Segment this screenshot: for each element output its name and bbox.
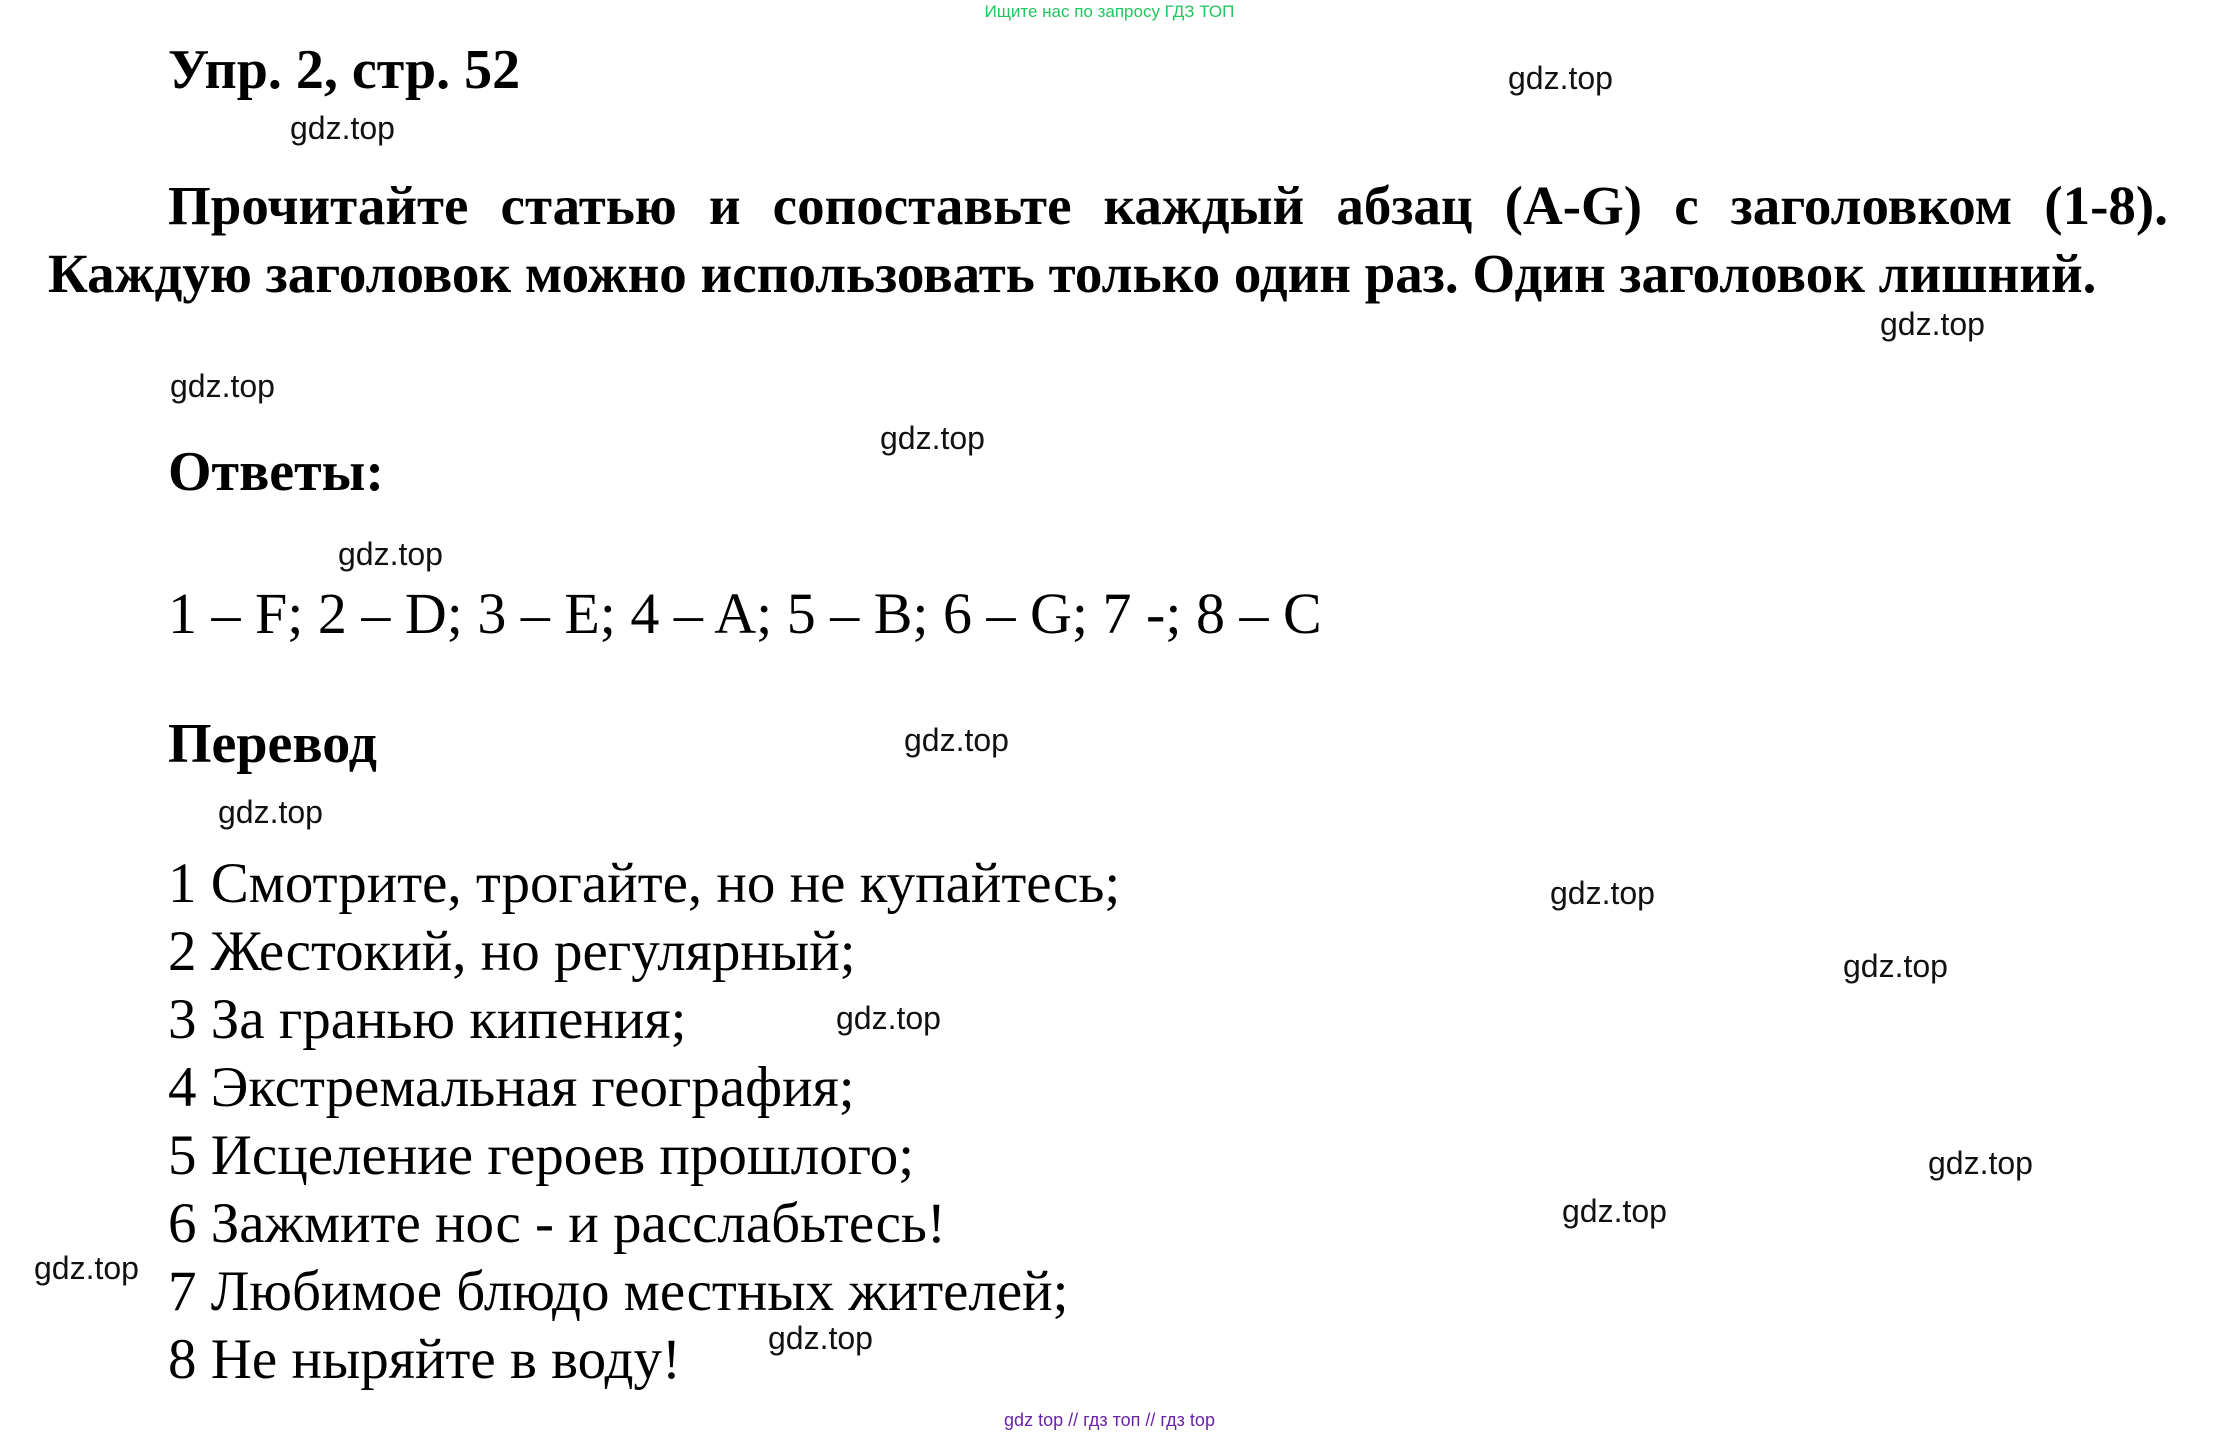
translation-item-7: 7 Любимое блюдо местных жителей; [168, 1260, 1069, 1323]
watermark: gdz.top [904, 722, 1009, 758]
translation-item-4: 4 Экстремальная география; [168, 1056, 855, 1119]
watermark: gdz.top [880, 420, 985, 456]
watermark: gdz.top [218, 794, 323, 830]
exercise-title: Упр. 2, стр. 52 [168, 39, 521, 101]
translation-item-8: 8 Не ныряйте в воду! [168, 1328, 681, 1391]
watermark: gdz.top [1843, 948, 1948, 984]
translation-list [168, 850, 1120, 1394]
translation-heading: Перевод [168, 713, 377, 775]
answers-heading: Ответы: [168, 441, 385, 503]
watermark: gdz.top [34, 1250, 139, 1286]
answers-line: 1 – F; 2 – D; 3 – E; 4 – A; 5 – B; 6 – G; 7 -; 8 – C [168, 581, 1322, 646]
watermark: gdz.top [1880, 306, 1985, 342]
watermark: gdz.top [1928, 1145, 2033, 1181]
translation-item-3: 3 За гранью кипения; [168, 988, 687, 1051]
watermark: gdz.top [1508, 60, 1613, 96]
translation-item-5: 5 Исцеление героев прошлого; [168, 1124, 915, 1187]
translation-item-1: 1 Смотрите, трогайте, но не купайтесь; [168, 852, 1121, 915]
footer-links: gdz top // гдз топ // гдз top [1004, 1410, 1215, 1430]
watermark: gdz.top [290, 110, 395, 146]
translation-item-6: 6 Зажмите нос - и расслабьтесь! [168, 1192, 946, 1255]
translation-item-2: 2 Жестокий, но регулярный; [168, 920, 856, 983]
watermark: gdz.top [836, 1000, 941, 1036]
top-search-note: Ищите нас по запросу ГДЗ ТОП [984, 2, 1235, 21]
watermark: gdz.top [1550, 875, 1655, 911]
watermark: gdz.top [170, 368, 275, 404]
watermark: gdz.top [768, 1320, 873, 1356]
watermark: gdz.top [1562, 1193, 1667, 1229]
watermark: gdz.top [338, 536, 443, 572]
exercise-instruction: Прочитайте статью и сопоставьте каждый абзац (A-G) с заголовком (1-8). Каждую заголовок можно использовать только один раз. Один заголовок лишний. [48, 175, 2168, 304]
